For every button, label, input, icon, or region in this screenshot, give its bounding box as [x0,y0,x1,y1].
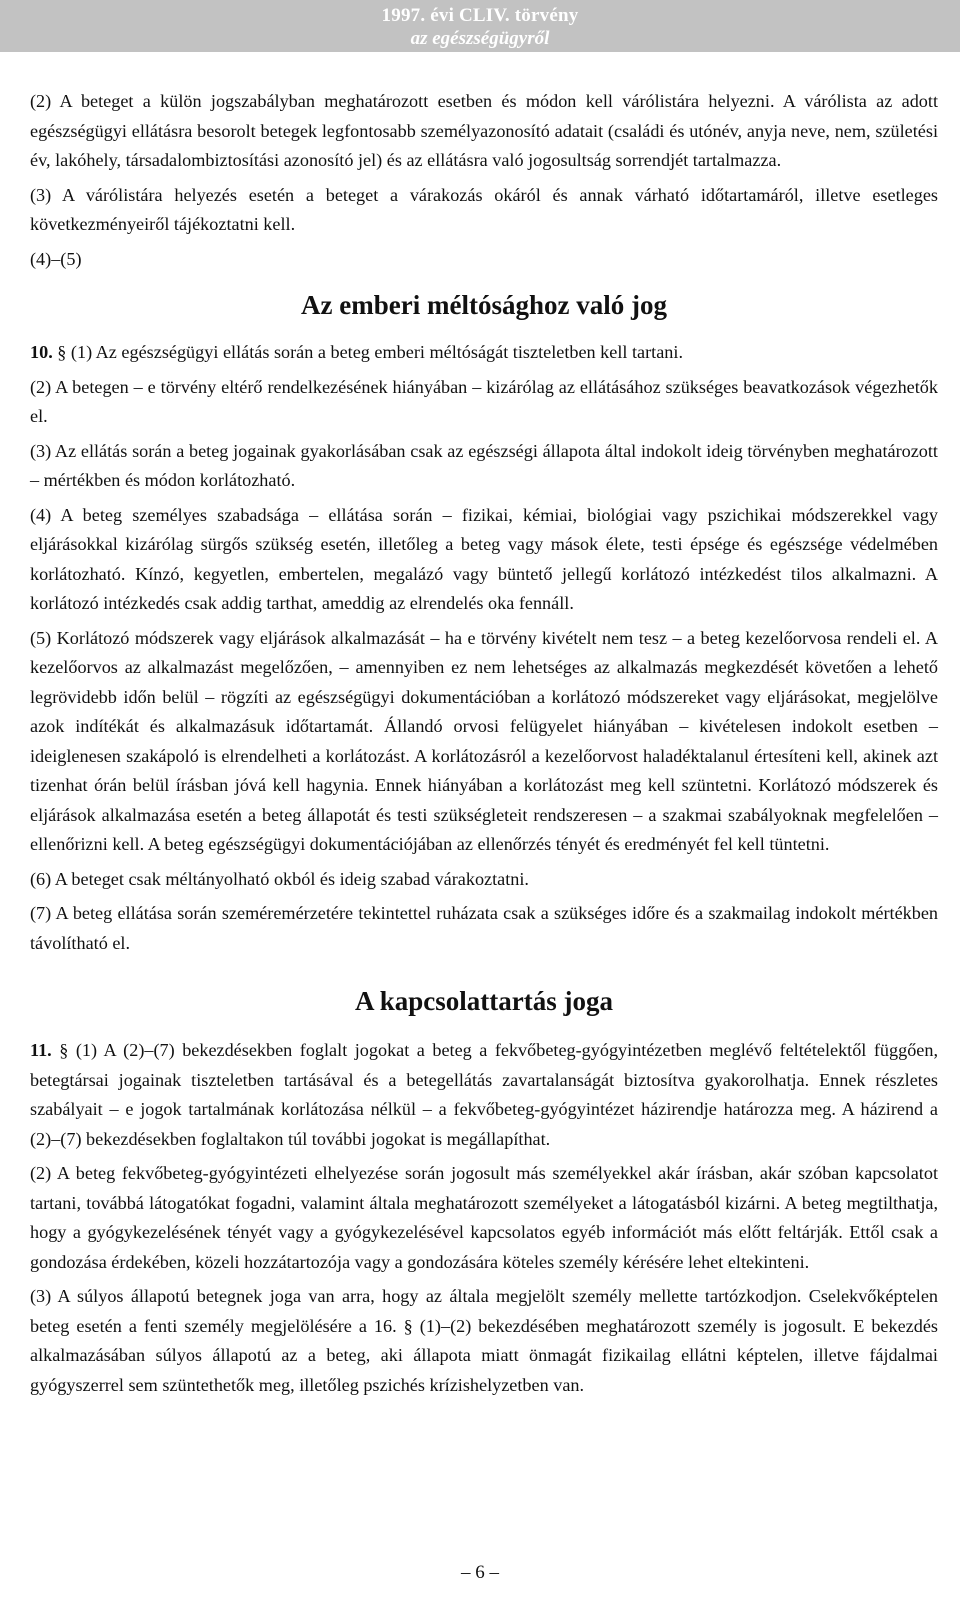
document-body [30,87,938,1405]
section-title-contact: A kapcsolattartás joga [355,986,613,1016]
paragraph-text: § (1) Az egészségügyi ellátás során a beteg emberi méltóságát tiszteletben kell tartani. [57,342,683,362]
paragraph-text: § (1) A (2)–(7) bekezdésekben foglalt jogokat a beteg a fekvőbeteg-gyógyintézetben meglévő feltételektől függően, betegtársai jogainak tiszteletben tartásával és a betegellátás zavartalanságát biztosítva gyakorolhatja. Ennek részletes szabályait – e jogok tartalmának korlátozása nélkül – a fekvőbeteg-gyógyintézet házirendje határozza meg. A házirend a (2)–(7) bekezdésekben foglaltakon túl további jogokat is megállapíthat. [30,1040,939,1149]
section-number: 11. [30,1040,52,1060]
paragraph: (2) A betegen – e törvény eltérő rendelkezésének hiányában – kizárólag az ellátásához szükséges beavatkozások végezhetők el. [30,376,938,426]
paragraph: (3) A várólistára helyezés esetén a beteget a várakozás okáról és annak várható időtartamáról, illetve esetleges következményeiről tájékoztatni kell. [30,184,938,234]
paragraph: (5) Korlátozó módszerek vagy eljárások alkalmazását – ha e törvény kivételt nem tesz – a beteg kezelőorvosa rendeli el. A kezelőorvos az alkalmazást megelőzően, – amennyiben ez nem lehetséges az alkalmazás megkezdését követően a lehető legrövidebb időn belül – rögzíti az egészségügyi dokumentációban a korlátozó módszereket vagy eljárásokat, megjelölve azok indítékát és alkalmazásuk időtartamát. Állandó orvosi felügyelet hiányában – kivételesen indokolt esetben – ideiglenesen szakápoló is elrendelheti a korlátozást. A korlátozásról a kezelőorvost haladéktalanul értesíteni kell, akinek azt tizenhat órán belül írásban jóvá kell hagynia. Ennek hiányában a korlátozást meg kell szüntetni. Korlátozó módszerek és eljárások alkalmazása esetén a beteg állapotát és testi szükségleteit rendszeresen – a szakmai szabályoknak megfelelően – ellenőrizni kell. A beteg egészségügyi dokumentációjában az ellenőrzés tényét és eredményét fel kell tüntetni. [30,627,938,854]
paragraph: (2) A beteg fekvőbeteg-gyógyintézeti elhelyezése során jogosult más személyekkel akár írásban, akár szóban kapcsolatot tartani, továbbá látogatókat fogadni, valamint általa meghatározott személyeket a látogatásból kizárni. A beteg megtilthatja, hogy a gyógykezelésének tényét vagy a gyógykezelésével kapcsolatos egyéb információt más előtt feltárják. Ettől csak a gondozása érdekében, közeli hozzátartozója vagy a gondozására köteles személy kérésére lehet eltekinteni. [30,1163,938,1272]
header-law-subtitle: az egészségügyről [410,28,550,49]
paragraph: (4) A beteg személyes szabadsága – ellátása során – fizikai, kémiai, biológiai vagy pszichikai módszerekkel vagy eljárásokkal kizárólag sürgős szükség esetén, illetőleg a beteg vagy mások élete, testi épsége és egészsége védelmében korlátozható. Kínzó, kegyetlen, embertelen, megalázó vagy büntető jellegű korlátozó intézkedést tilos alkalmazni. A korlátozó intézkedés csak addig tarthat, ameddig az elrendelés oka fennáll. [30,504,938,613]
paragraph: (2) A beteget a külön jogszabályban meghatározott esetben és módon kell várólistára helyezni. A várólista az adott egészségügyi ellátásra besorolt betegek legfontosabb személyazonosító adatait (családi és utónév, anyja neve, nem, születési év, lakóhely, társadalombiztosítási azonosító jel) és az ellátásra való jogosultság sorrendjét tartalmazza. [30,91,938,170]
section-first-paragraph [30,1036,938,1154]
paragraph: (3) A súlyos állapotú betegnek joga van arra, hogy az általa megjelölt személy mellette tartózkodjon. Cselekvőképtelen beteg esetén a fenti személy megjelölésére a 16. § (1)–(2) bekezdésében meghatározott személy is jogosult. E bekezdés alkalmazásában súlyos állapotú az a beteg, aki állapota miatt önmagát fizikailag ellátni képtelen, illetve fájdalmai gyógyszerrel sem szüntethetők meg, illetőleg pszichés krízishelyzetben van. [30,1286,938,1395]
header-law-title: 1997. évi CLIV. törvény [381,5,579,26]
page-number: – 6 – [461,1562,499,1583]
paragraph: (7) A beteg ellátása során szeméremérzetére tekintettel ruházata csak a szükséges időre és a szakmailag indokolt mértékben távolítható el. [30,903,938,953]
page-header [0,0,960,52]
paragraph: (3) Az ellátás során a beteg jogainak gyakorlásában csak az egészségi állapota által indokolt ideig törvényben meghatározott – mértékben és módon korlátozható. [30,440,938,490]
section-first-paragraph [30,338,938,368]
section-number: 10. [30,342,53,362]
section-title-dignity: Az emberi méltósághoz való jog [301,290,667,320]
paragraph: (4)–(5) [30,248,82,269]
paragraph: (6) A beteget csak méltányolható okból és ideig szabad várakoztatni. [30,868,529,889]
